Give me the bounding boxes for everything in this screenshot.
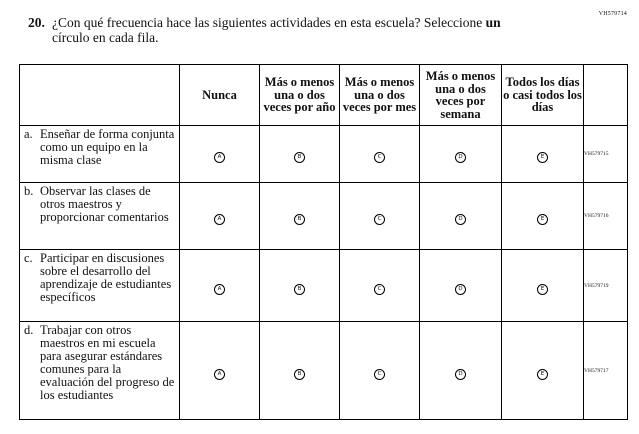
question-text-end: círculo en cada fila. <box>52 30 159 45</box>
column-header-por-ano: Más o menos una o dos veces por año <box>260 65 340 126</box>
response-bubble[interactable]: D <box>455 214 466 225</box>
row-label <box>20 183 180 250</box>
header-id-blank <box>584 65 628 126</box>
item-id: VH579717 <box>584 322 628 420</box>
item-id: VH579716 <box>584 183 628 250</box>
row-label <box>20 322 180 420</box>
row-text: Trabajar con otros maestros en mi escuela para asegurar estándares comunes para la evaluación del progreso de los estudiantes <box>40 323 175 402</box>
row-text: Participar en discusiones sobre el desarrollo del aprendizaje de estudiantes específicos <box>40 251 172 304</box>
item-id: VH579719 <box>584 250 628 322</box>
question-id: VH579714 <box>598 11 627 17</box>
response-bubble[interactable]: A <box>214 214 225 225</box>
response-bubble[interactable]: C <box>374 369 385 380</box>
table-row <box>20 322 628 420</box>
response-grid <box>19 64 628 420</box>
row-label <box>20 250 180 322</box>
table-row <box>20 183 628 250</box>
response-bubble[interactable]: A <box>214 152 225 163</box>
response-bubble[interactable]: B <box>294 214 305 225</box>
response-bubble[interactable]: E <box>537 284 548 295</box>
question-number: 20. <box>28 15 45 30</box>
response-bubble[interactable]: D <box>455 284 466 295</box>
response-bubble[interactable]: A <box>214 284 225 295</box>
table-row <box>20 250 628 322</box>
column-header-por-semana: Más o menos una o dos veces por semana <box>420 65 502 126</box>
response-bubble[interactable]: B <box>294 152 305 163</box>
row-letter: c. <box>24 251 33 265</box>
question-text-emphasis: un <box>485 15 501 30</box>
row-text: Enseñar de forma conjunta como un equipo en la misma clase <box>40 127 175 167</box>
response-bubble[interactable]: C <box>374 214 385 225</box>
response-bubble[interactable]: C <box>374 284 385 295</box>
response-bubble[interactable]: C <box>374 152 385 163</box>
row-label <box>20 126 180 183</box>
response-bubble[interactable]: E <box>537 369 548 380</box>
column-header-todos-los-dias: Todos los días o casi todos los días <box>502 65 584 126</box>
response-bubble[interactable]: B <box>294 369 305 380</box>
response-bubble[interactable]: B <box>294 284 305 295</box>
item-id: VH579715 <box>584 126 628 183</box>
column-header-nunca: Nunca <box>180 65 260 126</box>
row-letter: a. <box>24 127 33 141</box>
header-row <box>20 65 628 126</box>
table-row <box>20 126 628 183</box>
question-text <box>52 15 592 45</box>
row-letter: b. <box>24 184 34 198</box>
response-bubble[interactable]: D <box>455 152 466 163</box>
column-header-por-mes: Más o menos una o dos veces por mes <box>340 65 420 126</box>
response-bubble[interactable]: E <box>537 214 548 225</box>
header-blank <box>20 65 180 126</box>
row-text: Observar las clases de otros maestros y proporcionar comentarios <box>40 184 169 224</box>
response-bubble[interactable]: D <box>455 369 466 380</box>
question-text-main: ¿Con qué frecuencia hace las siguientes actividades en esta escuela? Seleccione <box>52 15 483 30</box>
response-bubble[interactable]: A <box>214 369 225 380</box>
response-bubble[interactable]: E <box>537 152 548 163</box>
row-letter: d. <box>24 323 34 337</box>
